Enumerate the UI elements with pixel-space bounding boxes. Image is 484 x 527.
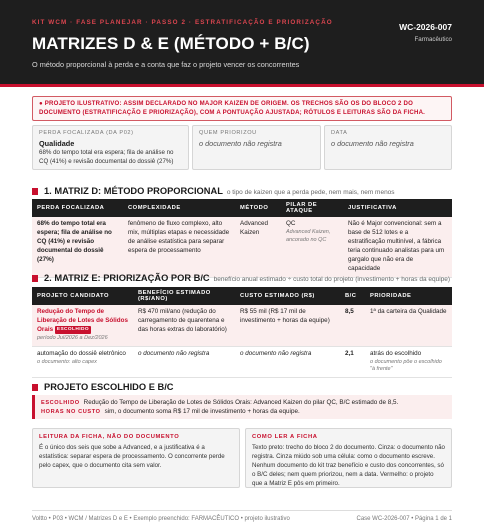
focused-loss-desc: 68% do tempo total era espera; fila de análise no CQ (41%) e revisão documental do dossiê (27%) bbox=[39, 149, 174, 165]
table-row bbox=[32, 305, 452, 346]
section-e-heading bbox=[32, 268, 450, 286]
how-to-read-box bbox=[245, 428, 452, 488]
matrix-e-table bbox=[32, 287, 452, 378]
hours-line bbox=[41, 407, 446, 416]
footer-left: Voltto • P03 • WCM / Matrizes D e E • Exemplo preenchido: FARMACÊUTICO • projeto ilustrativo bbox=[32, 516, 290, 522]
col-header: PROJETO CANDIDATO bbox=[32, 287, 133, 305]
col-header: B/C bbox=[340, 287, 365, 305]
priority-cell: 1ª da carteira da Qualidade bbox=[365, 305, 452, 346]
focused-loss-cell: 68% do tempo total era espera; fila de análise no CQ (41%) e revisão documental do dossiê (27%) bbox=[32, 217, 123, 277]
matrix-d-table bbox=[32, 199, 452, 278]
date-label: DATA bbox=[331, 130, 348, 136]
header-accent-bar bbox=[0, 84, 484, 87]
prioritized-by-value: o documento não registra bbox=[199, 139, 282, 148]
col-header: PILAR DE ATAQUE bbox=[281, 199, 343, 217]
focused-loss-value: Qualidade bbox=[39, 139, 75, 148]
chosen-project-box bbox=[32, 395, 452, 419]
bc-cell: 2,1 bbox=[340, 346, 365, 378]
col-header: MÉTODO bbox=[235, 199, 281, 217]
chosen-badge: ESCOLHIDO bbox=[55, 326, 91, 334]
section-d-title: 1. MATRIZ D: MÉTODO PROPORCIONAL bbox=[44, 186, 223, 196]
how-to-read-text: Texto preto: trecho do bloco 2 do documento. Cinza: o documento não registra. Cinza miúdo sob uma célula: como o documento escreve. Nenhum documento do kit traz benefício e custo dos concorrentes, só o B/C deles; nem quem priorizou, nem a data. Vermelho: o projeto que a Matriz E pôs em primeiro. bbox=[252, 444, 445, 487]
table-header-row bbox=[32, 287, 452, 305]
section-d-desc: o tipo de kaizen que a perda pede, nem mais, nem menos bbox=[226, 189, 395, 196]
priority-note: o documento põe o escolhido "à frente" bbox=[370, 358, 442, 373]
chosen-key: ESCOLHIDO bbox=[41, 400, 80, 406]
hours-text: sim, o documento soma R$ 17 mil de investimento + horas da equipe. bbox=[104, 408, 300, 416]
col-header: COMPLEXIDADE bbox=[123, 199, 235, 217]
header-kicker: KIT WCM · FASE PLANEJAR · PASSO 2 · ESTRATIFICAÇÃO E PRIORIZAÇÃO bbox=[32, 19, 333, 26]
project-note: período Jul/2026 a Dez/2026 bbox=[37, 334, 108, 341]
col-header: JUSTIFICATIVA bbox=[343, 199, 452, 217]
section-marker bbox=[32, 188, 38, 195]
how-to-read-title: COMO LER A FICHA bbox=[252, 434, 318, 440]
sector-label: Farmacêutico bbox=[414, 36, 452, 43]
pillar-note: Advanced Kaizen, ancorado no QC bbox=[286, 228, 331, 243]
table-header-row bbox=[32, 199, 452, 217]
prioritized-by-label: QUEM PRIORIZOU bbox=[199, 130, 257, 136]
project-cell bbox=[32, 346, 133, 378]
section-e-desc: benefício anual estimado ÷ custo total do projeto (investimento + horas da equipe) bbox=[213, 276, 451, 283]
focused-loss-card bbox=[32, 125, 189, 170]
priority-cell bbox=[365, 346, 452, 378]
illustrative-notice: ● PROJETO ILUSTRATIVO: ASSIM DECLARADO NO MAJOR KAIZEN DE ORIGEM. OS TRECHOS SÃO OS DO BLOCO 2 DO DOCUMENTO (ESTRATIFICAÇÃO E PRIORIZAÇÃO), COM A PONTUAÇÃO AJUSTADA; RÓTULOS E LEITURAS SÃO DA FICHA. bbox=[32, 96, 452, 121]
col-header: PRIORIDADE bbox=[365, 287, 452, 305]
prioritized-by-card bbox=[192, 125, 321, 170]
section-chosen-heading bbox=[32, 377, 174, 395]
reading-box bbox=[32, 428, 240, 488]
benefit-cell: R$ 470 mil/ano (redução do carregamento de quarentena e das horas extras do laboratório) bbox=[133, 305, 235, 346]
reading-title: LEITURA DA FICHA, NÃO DO DOCUMENTO bbox=[39, 434, 180, 440]
case-id: WC-2026-007 bbox=[399, 22, 452, 32]
project-note: o documento: alto capex bbox=[37, 358, 97, 365]
section-chosen-title: PROJETO ESCOLHIDO E B/C bbox=[44, 382, 174, 392]
footer-rule bbox=[32, 510, 452, 511]
col-header: PERDA FOCALIZADA bbox=[32, 199, 123, 217]
project-name: automação do dossiê eletrônico bbox=[37, 349, 126, 357]
cost-cell: R$ 55 mil (R$ 17 mil de investimento + horas da equipe) bbox=[235, 305, 340, 346]
date-value: o documento não registra bbox=[331, 139, 414, 148]
project-name: Redução do Tempo de Liberação de Lotes de Sólidos Orais bbox=[37, 308, 128, 333]
method-cell: Advanced Kaizen bbox=[235, 217, 281, 277]
reading-text: É o único dos seis que sobe a Advanced, e a justificativa é a estatística: separar espera de processamento. O concorrente perde pelo capex, que o documento cita sem valor. bbox=[39, 444, 225, 469]
page-title: MATRIZES D & E (MÉTODO + B/C) bbox=[32, 34, 310, 53]
chosen-text: Redução do Tempo de Liberação de Lotes de Sólidos Orais: Advanced Kaizen do pilar QC, B/C estimado de 8,5. bbox=[83, 399, 399, 406]
pillar-value: QC bbox=[286, 220, 296, 227]
hours-key: HORAS NO CUSTO bbox=[41, 409, 101, 416]
section-e-title: 2. MATRIZ E: PRIORIZAÇÃO POR B/C bbox=[44, 273, 210, 283]
col-header: CUSTO ESTIMADO (R$) bbox=[235, 287, 340, 305]
benefit-cell: o documento não registra bbox=[133, 346, 235, 378]
complexity-cell: fenômeno de fluxo complexo, alto mix, múltiplas etapas e necessidade de análise estatística para separar espera de processamento bbox=[123, 217, 235, 277]
col-header: BENEFÍCIO ESTIMADO (R$/ANO) bbox=[133, 287, 235, 305]
footer-right: Case WC-2026-007 • Página 1 de 1 bbox=[356, 516, 452, 522]
page-header bbox=[0, 0, 484, 84]
project-cell bbox=[32, 305, 133, 346]
bc-cell: 8,5 bbox=[340, 305, 365, 346]
date-card bbox=[324, 125, 452, 170]
justification-cell: Não é Major convencional: sem a base de 512 lotes e a estratificação multinível, a fábrica teria continuado analistas para um gargalo que não era de capacidade bbox=[343, 217, 452, 277]
cost-cell: o documento não registra bbox=[235, 346, 340, 378]
focused-loss-label: PERDA FOCALIZADA (DA P02) bbox=[39, 130, 134, 136]
chosen-line bbox=[41, 398, 446, 407]
section-marker bbox=[32, 384, 38, 391]
table-row bbox=[32, 346, 452, 378]
page-subtitle: O método proporcional à perda e a conta que faz o projeto vencer os concorrentes bbox=[32, 60, 300, 69]
section-marker bbox=[32, 275, 38, 282]
section-d-heading bbox=[32, 181, 395, 199]
priority-value: atrás do escolhido bbox=[370, 349, 422, 357]
